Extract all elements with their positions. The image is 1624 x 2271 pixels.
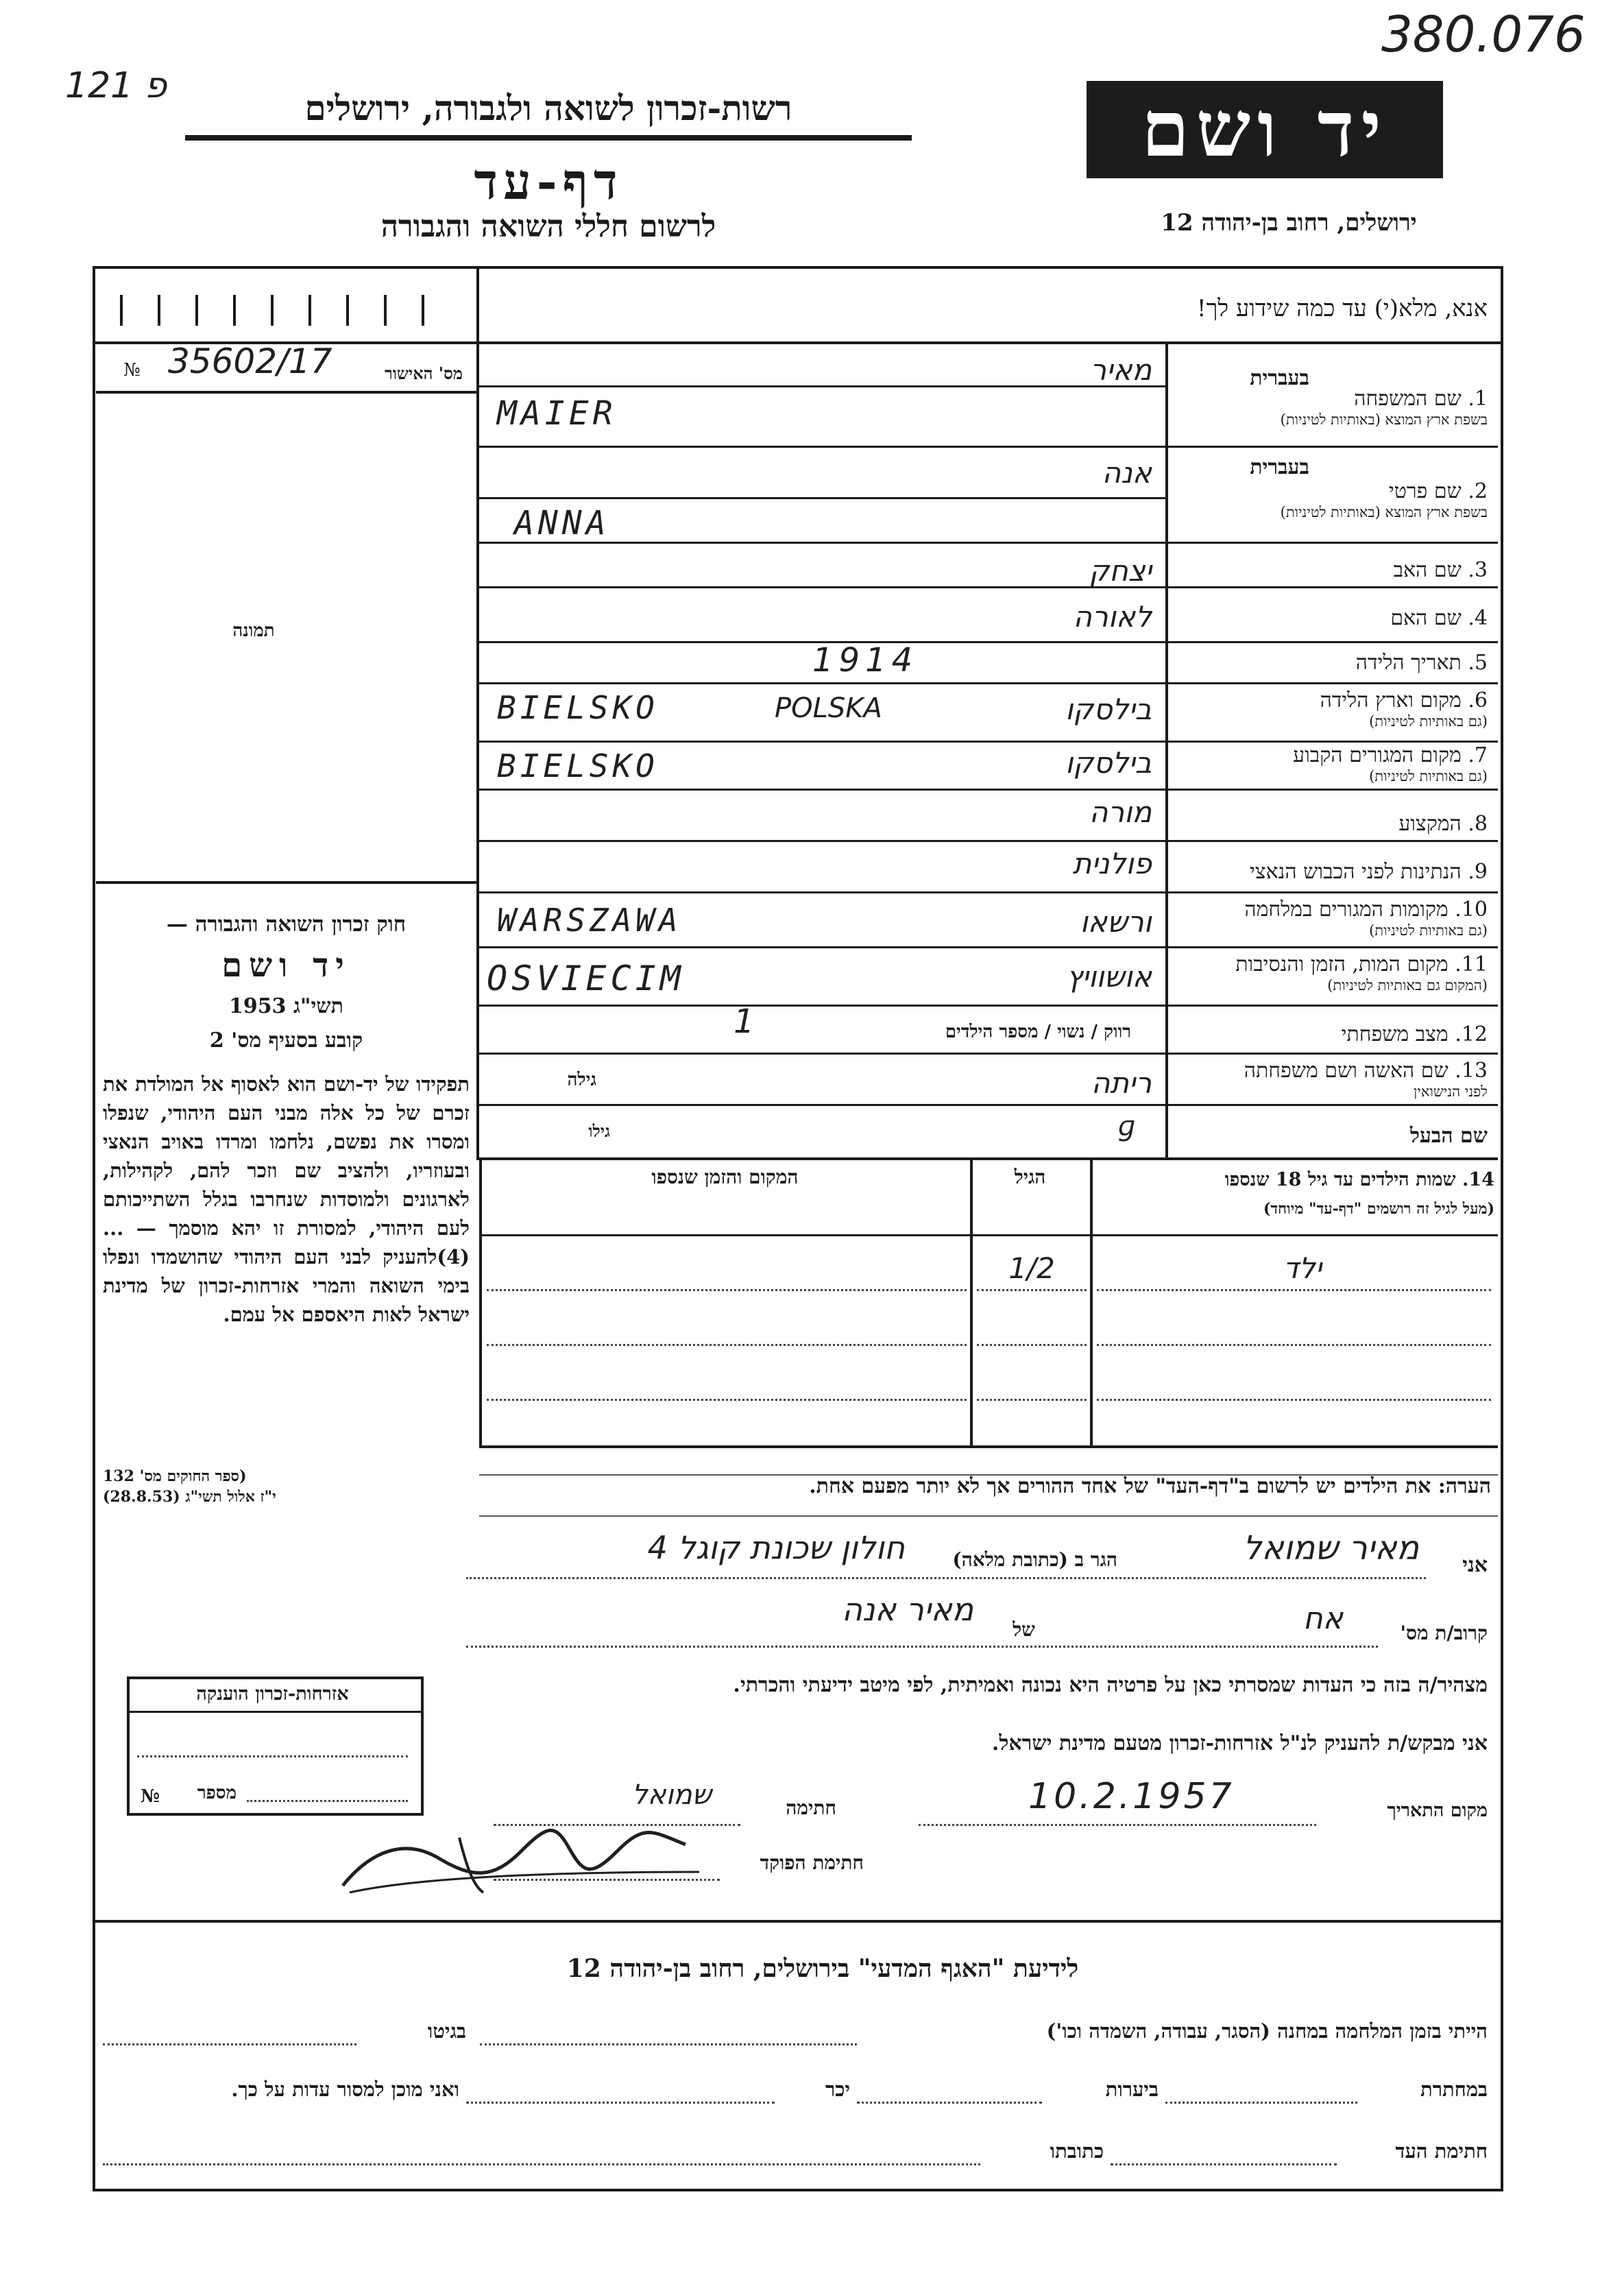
children-section-title <box>1097 1169 1494 1190</box>
declarant-place-date-label: מקום התאריך <box>1387 1800 1488 1821</box>
field-number: 11. <box>1455 952 1488 976</box>
stamp-box-title: אזרחות-זכרון הוענקה <box>196 1683 349 1705</box>
husband-strike-mark: ɡ <box>1117 1111 1135 1142</box>
declarant-name[interactable]: מאיר שמואל <box>1243 1529 1419 1567</box>
field-first-name-label <box>1172 480 1488 520</box>
field-number: 1. <box>1468 387 1488 411</box>
declarant-date[interactable]: 10.2.1957 <box>1028 1776 1235 1817</box>
field-citizenship-label <box>1172 861 1488 885</box>
field-father-label <box>1172 559 1488 583</box>
registration-label: מס' האישור <box>384 363 463 383</box>
field-number: 8. <box>1468 812 1488 836</box>
field-number: 7. <box>1468 743 1488 767</box>
children-col-place: המקום והזמן שנספו <box>651 1166 799 1188</box>
law-name: יד ושם <box>221 946 351 985</box>
mother-name-value[interactable]: לאורה <box>1073 600 1152 634</box>
field-birthplace-sub: (גם באותיות לטיניות) <box>1369 712 1488 730</box>
declarant-of-name[interactable]: מאיר אנה <box>841 1591 973 1628</box>
official-signature-scribble <box>329 1810 713 1906</box>
form-subtitle: לרשום חללי השואה והגבורה <box>380 209 716 244</box>
sheet-marker: 121 פ <box>65 65 167 106</box>
field-wife-name-sub: לפני הנישואין <box>1414 1083 1488 1100</box>
field-husband-label: שם הבעל <box>1409 1124 1488 1148</box>
field-family-name-sub: בשפת ארץ המוצא (באותיות לטיניות) <box>1280 411 1488 428</box>
birthdate-value[interactable]: 1914 <box>812 641 919 680</box>
field-death-place-title: מקום המות, הזמן והנסיבות <box>1235 952 1449 976</box>
field-family-name-title: שם המשפחה <box>1354 387 1462 411</box>
field-number: 3. <box>1468 558 1488 582</box>
field-number: 12. <box>1455 1022 1488 1046</box>
declarant-request: אני מבקש/ת להעניק לנ"ל אזרחות-זכרון מטעם מדינת ישראל. <box>991 1731 1488 1755</box>
declarant-resides-label: הגר ב (כתובת מלאה) <box>952 1548 1117 1571</box>
official-signature-label: חתימת הפוקד <box>760 1851 864 1874</box>
field-number: 9. <box>1468 860 1488 884</box>
header-address: ירושלים, רחוב בן-יהודה 12 <box>1161 209 1417 237</box>
registration-no-mark: № <box>123 360 141 381</box>
field-number: 10. <box>1455 898 1488 922</box>
child-row-name[interactable]: ילד <box>1283 1251 1322 1285</box>
declarant-of-label: של <box>1013 1618 1035 1641</box>
birthplace-country[interactable]: POLSKA <box>775 693 882 724</box>
law-text: תפקידו של יד-ושם הוא לאסוף אל המולדת את זכרם של כל אלה מבני העם היהודי, שנפלו ומסרו את נפשם, נלחמו ומרדו באויב הנאצי ובעוזריו, ולהציב שם וזכר להם, לקהילות, לארגונים ולמוסדות שנחרבו בגלל השתייכותם לעם היהודי, למסורת זו יהא מוסמך — ...(4)להעניק לבני העם היהודי שהושמדו ונפלו בימי השואה והמרי אזרחות-זכרון של מדינת ישראל לאות היאספם אל עמם. <box>103 1072 470 1327</box>
footer-line2-underground: במחתרת <box>1420 2078 1488 2101</box>
field-marital-status-title: מצב משפחתי <box>1341 1022 1449 1046</box>
field-wife-name-label <box>1172 1059 1488 1100</box>
field-birthdate-title: תאריך הלידה <box>1355 651 1462 675</box>
children-col-age: הגיל <box>1014 1166 1046 1188</box>
family-name-latin[interactable]: MAIER <box>497 394 617 433</box>
field-wartime-residence-label <box>1172 898 1488 939</box>
children-subtitle: (מעל לגיל זה רושמים "דף-עד" מיוחד) <box>1263 1200 1494 1218</box>
footer-line2-forests: ביערות <box>1105 2078 1159 2101</box>
marital-status-options: רווק / נשוי / מספר הילדים <box>945 1022 1131 1042</box>
citizenship-value[interactable]: פולנית <box>1072 847 1152 880</box>
children-count-value[interactable]: 1 <box>734 1002 755 1041</box>
tick-marks <box>120 295 449 326</box>
archive-number: 380.076 <box>1381 5 1586 63</box>
field-residence-sub: (גם באותיות לטיניות) <box>1369 767 1488 784</box>
field-number: 4. <box>1468 606 1488 630</box>
residence-latin[interactable]: BIELSKO <box>497 747 659 784</box>
field-wartime-residence-sub: (גם באותיות לטיניות) <box>1369 922 1488 939</box>
registration-number[interactable]: 35602/17 <box>168 341 332 381</box>
intro-text: אנא, מלא(י) עד כמה שידוע לך! <box>1196 295 1488 322</box>
law-source-date: י"ז אלול תשי"ג (28.8.53) <box>103 1488 276 1506</box>
field-residence-title: מקום המגורים הקבוע <box>1293 743 1462 767</box>
field-family-name-heb-tag: בעברית <box>1250 366 1309 390</box>
field-death-place-label <box>1172 953 1488 994</box>
declarant-signature-label: חתימה <box>786 1797 836 1819</box>
footer-line1-end: בגיטו <box>427 2019 466 2043</box>
institution-name: רשות-זכרון לשואה ולגבורה, ירושלים <box>185 88 912 141</box>
declarant-declaration: מצהיר/ה בזה כי העדות שמסרתי כאן על פרטיה היא נכונה ואמיתית, לפי מיטב ידיעתי והכרתי. <box>733 1673 1488 1697</box>
law-source: (ספר החוקים מס' 132 <box>103 1467 247 1485</box>
stamp-box-no-mark: № <box>141 1786 160 1807</box>
field-citizenship-title: הנתינות לפני הכבוש הנאצי <box>1250 860 1462 884</box>
footer-line2-testimony: ואני מוכן למסור עדות על כך. <box>231 2078 459 2101</box>
field-mother-title: שם האם <box>1390 606 1462 630</box>
wartime-residence-latin[interactable]: WARSZAWA <box>497 902 682 939</box>
declarant-signature[interactable]: שמואל <box>632 1779 712 1811</box>
residence-hebrew[interactable]: בילסקו <box>1065 746 1152 780</box>
birthplace-latin[interactable]: BIELSKO <box>497 689 659 726</box>
first-name-latin[interactable]: ANNA <box>514 504 610 542</box>
first-name-hebrew[interactable]: אנה <box>1102 456 1152 490</box>
field-first-name-sub: בשפת ארץ המוצא (באותיות לטיניות) <box>1280 503 1488 520</box>
footer-line2-etc: יכר <box>825 2078 850 2101</box>
husband-age-label: גילו <box>588 1121 610 1141</box>
field-birthplace-label <box>1172 689 1488 730</box>
law-year: תשי"ג 1953 <box>229 994 343 1018</box>
wife-age-label: גילה <box>567 1070 596 1090</box>
footer-line1: הייתי בזמן המלחמה במחנה (הסגר, עבודה, השמדה וכו') <box>1046 2019 1488 2043</box>
law-clause: קובע בסעיף מס' 2 <box>209 1029 363 1053</box>
declarant-relation-label: קרוב/ת מס' <box>1400 1622 1488 1644</box>
field-birthplace-title: מקום וארץ הלידה <box>1320 688 1462 712</box>
photo-label: תמונה <box>232 621 275 641</box>
father-name-value[interactable]: יצחק <box>1089 554 1152 588</box>
child-row-age[interactable]: 1/2 <box>1008 1251 1055 1285</box>
declarant-i-label: אני <box>1462 1553 1488 1577</box>
footer-witness-signature-label: חתימת העד <box>1395 2139 1488 2163</box>
field-number: 2. <box>1468 479 1488 503</box>
field-number: 13. <box>1455 1059 1488 1083</box>
field-number: 5. <box>1468 651 1488 675</box>
family-name-hebrew[interactable]: מאיר <box>1090 353 1152 387</box>
death-place-hebrew[interactable]: אושוויץ <box>1066 960 1152 994</box>
field-mother-label <box>1172 607 1488 631</box>
field-number: 6. <box>1468 688 1488 712</box>
footer-title: לידיעת "האגף המדעי" בירושלים, רחוב בן-יהודה 12 <box>566 1954 1079 1983</box>
field-wartime-residence-title: מקומות המגורים במלחמה <box>1244 898 1449 922</box>
law-heading: חוק זכרון השואה והגבורה — <box>166 912 407 937</box>
declarant-relation[interactable]: אח <box>1302 1601 1344 1636</box>
death-place-latin[interactable]: OSVIECIM <box>487 959 685 998</box>
field-residence-label <box>1172 744 1488 784</box>
field-marital-status-label <box>1172 1023 1488 1047</box>
form-title: דף-עד <box>474 152 623 211</box>
field-number: 14. <box>1462 1169 1494 1190</box>
field-profession-title: המקצוע <box>1398 812 1462 836</box>
wartime-residence-hebrew[interactable]: ורשאו <box>1080 905 1152 939</box>
stamp-box-number-label: מספר <box>197 1783 237 1803</box>
wife-name-value[interactable]: ריתה <box>1091 1066 1152 1100</box>
field-wife-name-title: שם האשה ושם משפחתה <box>1244 1059 1449 1083</box>
children-title: שמות הילדים עד גיל 18 שנספו <box>1224 1169 1456 1190</box>
field-family-name-label <box>1172 387 1488 428</box>
declarant-address[interactable]: חולון שכונת קוגל 4 <box>647 1529 905 1566</box>
field-birthdate-label <box>1172 651 1488 675</box>
field-father-title: שם האב <box>1393 558 1462 582</box>
field-death-place-sub: (המקום גם באותיות לטיניות) <box>1327 976 1488 994</box>
footer-address-label: כתובתו <box>1050 2139 1104 2163</box>
field-profession-label <box>1172 813 1488 837</box>
yad-vashem-logo: יד ושם <box>1087 81 1443 178</box>
birthplace-hebrew[interactable]: בילסקו <box>1065 693 1152 726</box>
field-first-name-heb-tag: בעברית <box>1250 455 1309 479</box>
note-text: הערה: את הילדים יש לרשום ב"דף-העד" של אחד ההורים אך לא יותר מפעם אחת. <box>809 1474 1491 1498</box>
field-first-name-title: שם פרטי <box>1388 479 1462 503</box>
profession-value[interactable]: מורה <box>1089 795 1152 829</box>
